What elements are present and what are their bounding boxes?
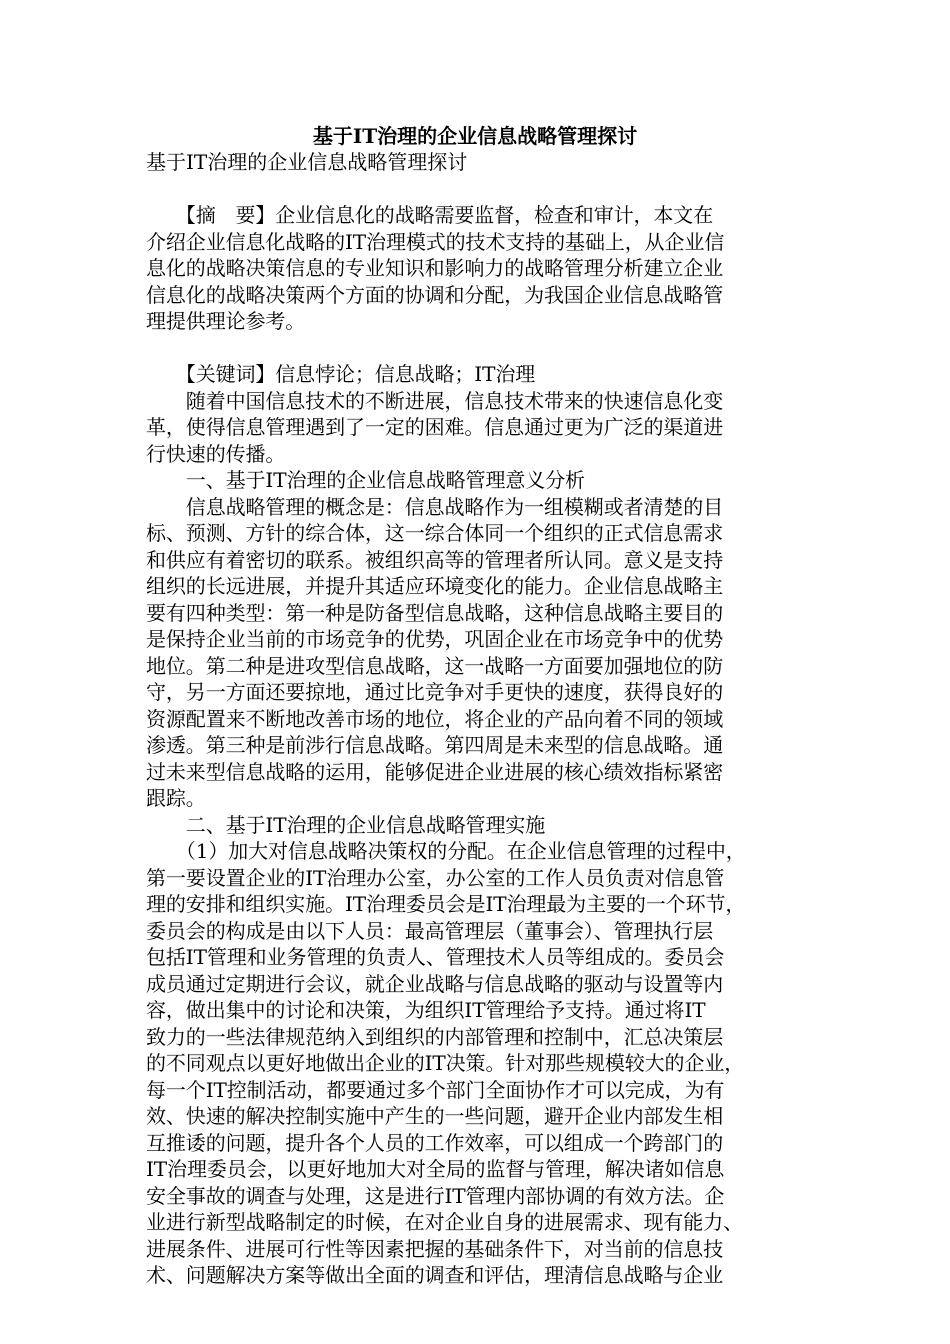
text-line: 组织的长远进展，并提升其适应环境变化的能力。企业信息战略主 xyxy=(146,574,724,598)
text-line: 成员通过定期进行会议，就企业战略与信息战略的驱动与设置等内 xyxy=(146,971,724,996)
text-line: 是保持企业当前的市场竞争的优势，巩固企业在市场竞争中的优势 xyxy=(146,627,724,651)
text-line: 【摘 要】企业信息化的战略需要监督，检查和审计，本文在 xyxy=(146,203,714,227)
text-line: 致力的一些法律规范纳入到组织的内部管理和控制中，汇总决策层 xyxy=(146,1024,724,1049)
document-body xyxy=(146,202,808,1289)
text-line: 包括IT管理和业务管理的负责人、管理技术人员等组成的。委员会 xyxy=(146,945,725,969)
text-line: 效、快速的解决控制实施中产生的一些问题，避开企业内部发生相 xyxy=(146,1104,724,1128)
text-line: 一、基于IT治理的企业信息战略管理意义分析 xyxy=(146,468,585,492)
text-line: 业进行新型战略制定的时候，在对企业自身的进展需求、现有能力、 xyxy=(146,1210,743,1234)
text-line: 息化的战略决策信息的专业知识和影响力的战略管理分析建立企业 xyxy=(146,256,724,280)
text-line: 第一要设置企业的IT治理办公室，办公室的工作人员负责对信息管 xyxy=(146,865,725,890)
text-line: 理的安排和组织实施。IT治理委员会是IT治理最为主要的一个环节， xyxy=(146,892,746,916)
text-line: 守，另一方面还要掠地，通过比竞争对手更快的速度，获得良好的 xyxy=(146,680,724,704)
text-line: 委员会的构成是由以下人员：最高管理层（董事会）、管理执行层 xyxy=(146,918,714,943)
text-line: 理提供理论参考。 xyxy=(146,309,306,333)
text-line: 容，做出集中的讨论和决策，为组织IT管理给予支持。通过将IT xyxy=(146,998,706,1022)
text-line: 的不同观点以更好地做出企业的IT决策。针对那些规模较大的企业， xyxy=(146,1051,745,1075)
text-line: 介绍企业信息化战略的IT治理模式的技术支持的基础上，从企业信 xyxy=(146,229,725,254)
text-line: 地位。第二种是进攻型信息战略，这一战略一方面要加强地位的防 xyxy=(146,653,724,678)
text-line: 过未来型信息战略的运用，能够促进企业进展的核心绩效指标紧密 xyxy=(146,759,724,784)
text-line: 行快速的传播。 xyxy=(146,441,286,466)
text-line: 术、问题解决方案等做出全面的调查和评估，理清信息战略与企业 xyxy=(146,1263,724,1287)
text-line: IT治理委员会，以更好地加大对全局的监督与管理，解决诸如信息 xyxy=(146,1157,725,1181)
text-line: 二、基于IT治理的企业信息战略管理实施 xyxy=(146,812,546,837)
text-line: 安全事故的调查与处理，这是进行IT管理内部协调的有效方法。企 xyxy=(146,1183,725,1208)
text-line: 渗透。第三种是前涉行信息战略。第四周是未来型的信息战略。通 xyxy=(146,733,724,757)
text-line: 进展条件、进展可行性等因素把握的基础条件下，对当前的信息技 xyxy=(146,1236,724,1261)
text-line: 信息战略管理的概念是：信息战略作为一组模糊或者清楚的目 xyxy=(146,494,724,519)
text-line: 跟踪。 xyxy=(146,786,206,810)
text-line: 互推诿的问题，提升各个人员的工作效率，可以组成一个跨部门的 xyxy=(146,1130,724,1155)
text-line: 每一个IT控制活动，都要通过多个部门全面协作才可以完成，为有 xyxy=(146,1077,725,1102)
document-title: 基于IT治理的企业信息战略管理探讨 xyxy=(312,124,638,148)
text-line: 革，使得信息管理遇到了一定的困难。信息通过更为广泛的渠道进 xyxy=(146,415,724,439)
blank-line xyxy=(146,335,808,362)
document-subtitle: 基于IT治理的企业信息战略管理探讨 xyxy=(146,150,468,174)
text-line: 和供应有着密切的联系。被组织高等的管理者所认同。意义是支持 xyxy=(146,547,724,572)
text-line: 资源配置来不断地改善市场的地位，将企业的产品向着不同的领域 xyxy=(146,706,724,731)
text-line: 【关键词】信息悖论；信息战略；IT治理 xyxy=(146,362,536,386)
text-line: 随着中国信息技术的不断进展，信息技术带来的快速信息化变 xyxy=(146,388,724,413)
text-line: 信息化的战略决策两个方面的协调和分配，为我国企业信息战略管 xyxy=(146,282,724,307)
text-line: 要有四种类型：第一种是防备型信息战略，这种信息战略主要目的 xyxy=(146,600,724,625)
text-line: 标、预测、方针的综合体，这一综合体同一个组织的正式信息需求 xyxy=(146,521,724,545)
text-line: （1）加大对信息战略决策权的分配。在企业信息管理的过程中， xyxy=(146,839,746,863)
